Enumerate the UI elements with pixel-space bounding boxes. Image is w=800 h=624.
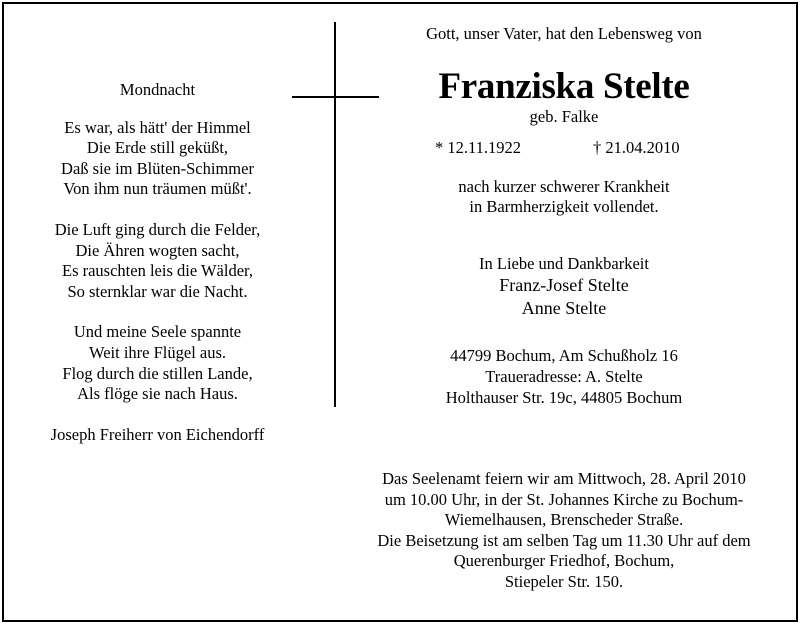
poem-line: Es war, als hätt' der Himmel	[64, 117, 251, 137]
completion-line: in Barmherzigkeit vollendet.	[469, 197, 659, 217]
service-line: Querenburger Friedhof, Bochum,	[453, 551, 675, 571]
poem-title: Mondnacht	[119, 80, 196, 99]
poem-line: Flog durch die stillen Lande,	[62, 363, 253, 383]
mourner-name: Anne Stelte	[521, 298, 607, 319]
poem-line: So sternklar war die Nacht.	[67, 281, 248, 301]
mourners-intro: In Liebe und Dankbarkeit	[479, 253, 649, 273]
completion-text	[350, 177, 778, 218]
poem-stanza	[20, 118, 295, 200]
poem-line: Von ihm nun träumen müßt'.	[63, 179, 252, 199]
service-line: Wiemelhausen, Brenscheder Straße.	[444, 510, 684, 530]
mourner-name: Franz-Josef Stelte	[499, 275, 629, 296]
poem-line: Die Erde still geküßt,	[86, 138, 229, 158]
poem-line: Weit ihre Flügel aus.	[88, 342, 227, 362]
poem-line: Daß sie im Blüten-Schimmer	[61, 158, 254, 178]
address-line: 44799 Bochum, Am Schußholz 16	[450, 346, 678, 366]
maiden-name: geb. Falke	[529, 107, 599, 126]
poem-stanza	[20, 322, 295, 404]
birth-date: * 12.11.1922	[435, 137, 522, 157]
obituary-notice	[350, 24, 778, 408]
mourning-address	[350, 346, 778, 408]
address-line: Traueradresse: A. Stelte	[485, 366, 643, 386]
poem-line: Die Luft ging durch die Felder,	[54, 219, 261, 239]
death-date: † 21.04.2010	[593, 137, 680, 157]
notice-intro: Gott, unser Vater, hat den Lebensweg von	[426, 24, 702, 43]
poem-line: Als flöge sie nach Haus.	[77, 384, 238, 404]
service-details	[350, 469, 778, 593]
life-dates	[350, 138, 778, 160]
cross-vertical-beam	[334, 22, 336, 407]
service-line: um 10.00 Uhr, in der St. Johannes Kirche zu Bochum-	[384, 489, 744, 509]
deceased-name: Franziska Stelte	[438, 66, 690, 107]
poem-line: Es rauschten leis die Wälder,	[61, 261, 253, 281]
poem-stanza	[20, 220, 295, 302]
service-line: Stiepeler Str. 150.	[504, 571, 624, 591]
poem-line: Die Ähren wogten sacht,	[75, 240, 240, 260]
poem-line: Und meine Seele spannte	[73, 322, 242, 342]
completion-line: nach kurzer schwerer Krankheit	[458, 176, 670, 196]
poem-author: Joseph Freiherr von Eichendorff	[50, 424, 265, 444]
service-line: Die Beisetzung ist am selben Tag um 11.30 Uhr auf dem	[377, 530, 751, 550]
address-line: Holthauser Str. 19c, 44805 Bochum	[445, 387, 683, 407]
service-line: Das Seelenamt feiern wir am Mittwoch, 28. April 2010	[382, 469, 746, 488]
poem	[20, 80, 295, 445]
